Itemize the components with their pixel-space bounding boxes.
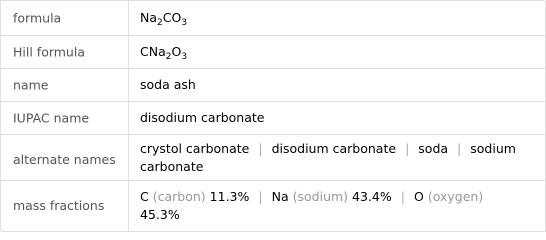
separator: | bbox=[457, 140, 462, 156]
fraction-element: sodium bbox=[297, 189, 344, 204]
alternate-name: crystol carbonate bbox=[140, 140, 250, 156]
row-label: alternate names bbox=[13, 152, 116, 167]
row-label: mass fractions bbox=[13, 198, 105, 213]
name-value: soda ash bbox=[140, 77, 196, 92]
row-label: formula bbox=[13, 10, 62, 26]
fraction-percent: 45.3% bbox=[140, 207, 180, 222]
mass-fractions-value: C (carbon) 11.3% | Na (sodium) 43.4% | O (oxygen) 45.3% bbox=[140, 189, 484, 222]
row-label: Hill formula bbox=[13, 44, 85, 60]
row-iupac-name bbox=[1, 102, 546, 135]
row-hill-formula bbox=[1, 36, 546, 69]
row-label: IUPAC name bbox=[13, 110, 90, 126]
iupac-name-value: disodium carbonate bbox=[140, 110, 265, 125]
alternate-name: disodium carbonate bbox=[271, 140, 397, 156]
fraction-symbol: C bbox=[140, 189, 149, 204]
alternate-name: soda bbox=[418, 140, 449, 156]
fraction-percent: 43.4% bbox=[352, 189, 392, 204]
fraction-element: oxygen bbox=[432, 189, 479, 204]
row-label: name bbox=[13, 77, 49, 93]
row-alternate-names bbox=[1, 135, 546, 181]
fraction-percent: 11.3% bbox=[209, 189, 250, 204]
alternate-name: sodium carbonate bbox=[140, 140, 516, 174]
fraction-symbol: O bbox=[413, 189, 424, 204]
fraction-element: carbon bbox=[157, 189, 201, 204]
row-formula bbox=[1, 1, 546, 36]
formula-value: $Na_2CO_3$ bbox=[140, 10, 188, 28]
row-name bbox=[1, 69, 546, 102]
separator: | bbox=[400, 189, 405, 204]
separator: | bbox=[258, 140, 263, 156]
separator: | bbox=[258, 189, 263, 204]
row-mass-fractions bbox=[1, 181, 546, 232]
fraction-symbol: Na bbox=[271, 189, 289, 204]
alternate-names-value bbox=[140, 140, 517, 176]
separator: | bbox=[405, 140, 410, 156]
hill-formula-value: $CNa_2O_3$ bbox=[140, 44, 188, 62]
